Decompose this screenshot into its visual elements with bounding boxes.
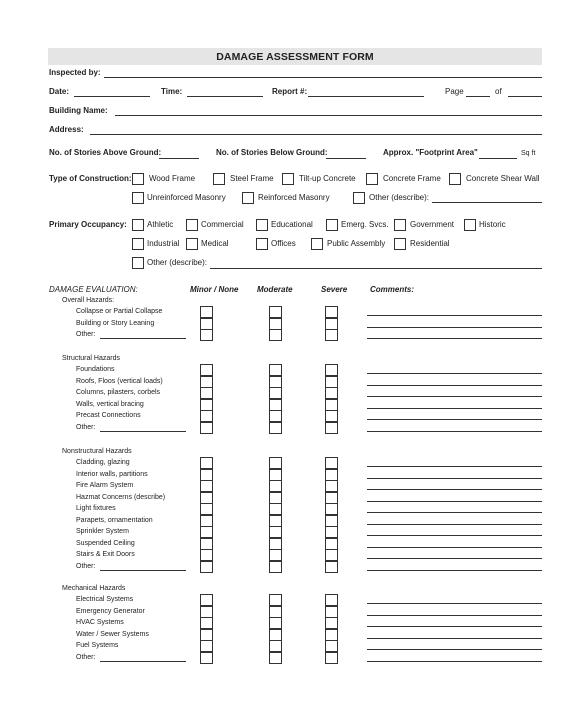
hazard-item-label: Foundations [76,366,115,373]
option-educational: Educational [271,220,313,229]
hazard-item-label: HVAC Systems [76,619,124,626]
report-label: Report #: [272,87,308,96]
checkbox-residential[interactable] [394,238,406,250]
checkbox-severe[interactable] [325,306,338,318]
checkbox-minor[interactable] [200,617,213,629]
checkbox-moderate[interactable] [269,549,282,561]
option-historic: Historic [479,220,506,229]
comment-field[interactable] [367,512,542,513]
comment-field[interactable] [367,558,542,559]
hazard-item-label: Other: [76,423,96,431]
checkbox-athletic[interactable] [132,219,144,231]
checkbox-severe[interactable] [325,457,338,469]
occupancy-other-field[interactable] [210,268,542,269]
checkbox-steel-frame[interactable] [213,173,225,185]
option-commercial: Commercial [201,220,244,229]
comment-field[interactable] [367,489,542,490]
checkbox-severe[interactable] [325,399,338,411]
checkbox-minor[interactable] [200,594,213,606]
checkbox-minor[interactable] [200,410,213,422]
checkbox-moderate[interactable] [269,387,282,399]
checkbox-offices[interactable] [256,238,268,250]
comment-field[interactable] [367,535,542,536]
stories-below-field[interactable] [326,158,366,159]
checkbox-severe[interactable] [325,640,338,652]
other-hazard-field[interactable] [100,570,186,571]
page-total-field[interactable] [508,96,542,97]
option-public-assembly: Public Assembly [327,239,386,248]
checkbox-severe[interactable] [325,318,338,330]
checkbox-moderate[interactable] [269,526,282,538]
checkbox-minor[interactable] [200,469,213,481]
checkbox-historic[interactable] [464,219,476,231]
hazard-item-label: Roofs, Floos (vertical loads) [76,377,163,385]
checkbox-government[interactable] [394,219,406,231]
hazard-item-label: Fuel Systems [76,642,119,649]
checkbox-severe[interactable] [325,492,338,504]
checkbox-severe[interactable] [325,480,338,492]
checkbox-moderate[interactable] [269,594,282,606]
checkbox-minor[interactable] [200,492,213,504]
column-minor: Minor / None [190,285,239,294]
checkbox-emerg-svcs[interactable] [326,219,338,231]
checkbox-moderate[interactable] [269,318,282,330]
checkbox-concrete-shear-wall[interactable] [449,173,461,185]
checkbox-minor[interactable] [200,503,213,515]
checkbox-moderate[interactable] [269,561,282,573]
checkbox-medical[interactable] [186,238,198,250]
checkbox-minor[interactable] [200,515,213,527]
hazard-item-label: Suspended Ceiling [76,539,135,547]
hazard-item-label: Columns, pilasters, corbels [76,389,161,396]
comment-field[interactable] [367,638,542,639]
form-title: DAMAGE ASSESSMENT FORM [216,51,374,63]
time-label: Time: [161,87,183,96]
comment-field[interactable] [367,615,542,616]
comment-field[interactable] [367,501,542,502]
checkbox-moderate[interactable] [269,503,282,515]
option-occupancy-other: Other (describe): [147,258,208,267]
building-name-label: Building Name: [49,106,108,115]
hazard-item-label: Water / Sewer Systems [76,630,149,638]
option-wood-frame: Wood Frame [149,174,196,183]
stories-above-field[interactable] [159,158,199,159]
option-emerg-svcs: Emerg. Svcs. [341,220,389,229]
hazard-item-label: Precast Connections [76,412,141,419]
checkbox-moderate[interactable] [269,469,282,481]
comment-field[interactable] [367,570,542,571]
checkbox-reinforced-masonry[interactable] [242,192,254,204]
page-field[interactable] [466,96,490,97]
option-government: Government [410,220,455,229]
hazard-item-label: Other: [76,331,96,338]
checkbox-severe[interactable] [325,422,338,434]
column-moderate: Moderate [257,285,293,294]
comment-field[interactable] [367,603,542,604]
title-bar [48,48,542,65]
checkbox-minor[interactable] [200,457,213,469]
comment-field[interactable] [367,466,542,467]
comment-field[interactable] [367,626,542,627]
checkbox-construction-other[interactable] [353,192,365,204]
other-hazard-field[interactable] [100,431,186,432]
comment-field[interactable] [367,431,542,432]
checkbox-moderate[interactable] [269,652,282,664]
stories-above-label: No. of Stories Above Ground: [49,148,162,157]
checkbox-severe[interactable] [325,606,338,618]
option-residential: Residential [410,239,450,248]
checkbox-minor[interactable] [200,480,213,492]
comment-field[interactable] [367,338,542,339]
sqft-label: Sq ft [521,150,536,157]
comment-field[interactable] [367,385,542,386]
checkbox-unreinforced-masonry[interactable] [132,192,144,204]
inspected-by-field[interactable] [104,77,542,78]
checkbox-educational[interactable] [256,219,268,231]
comment-field[interactable] [367,327,542,328]
checkbox-moderate[interactable] [269,422,282,434]
group-title: Structural Hazards [62,355,120,362]
checkbox-wood-frame[interactable] [132,173,144,185]
hazard-item-label: Cladding, glazing [76,459,130,466]
comment-field[interactable] [367,408,542,409]
option-medical: Medical [201,239,229,248]
checkbox-minor[interactable] [200,538,213,550]
checkbox-moderate[interactable] [269,515,282,527]
checkbox-severe[interactable] [325,561,338,573]
option-concrete-frame: Concrete Frame [383,174,441,183]
checkbox-severe[interactable] [325,594,338,606]
date-field[interactable] [74,96,150,97]
report-field[interactable] [308,96,424,97]
checkbox-minor[interactable] [200,640,213,652]
hazard-item-label: Sprinkler System [76,528,129,535]
construction-other-field[interactable] [432,202,542,203]
checkbox-minor[interactable] [200,422,213,434]
hazard-item-label: Light fixtures [76,505,116,512]
hazard-item-label: Walls, vertical bracing [76,400,144,408]
checkbox-moderate[interactable] [269,410,282,422]
comment-field[interactable] [367,396,542,397]
checkbox-severe[interactable] [325,617,338,629]
checkbox-moderate[interactable] [269,399,282,411]
checkbox-minor[interactable] [200,561,213,573]
hazard-item-label: Parapets, ornamentation [76,516,153,524]
other-hazard-field[interactable] [100,338,186,339]
comment-field[interactable] [367,547,542,548]
checkbox-severe[interactable] [325,526,338,538]
checkbox-severe[interactable] [325,387,338,399]
stories-below-label: No. of Stories Below Ground: [216,148,328,157]
footprint-field[interactable] [479,158,517,159]
checkbox-minor[interactable] [200,376,213,388]
hazard-item-label: Collapse or Partial Collapse [76,308,163,315]
checkbox-moderate[interactable] [269,364,282,376]
option-tilt-up-concrete: Tilt-up Concrete [299,174,356,183]
checkbox-concrete-frame[interactable] [366,173,378,185]
option-reinforced-masonry: Reinforced Masonry [258,193,330,202]
checkbox-severe[interactable] [325,410,338,422]
column-severe: Severe [321,285,348,294]
checkbox-severe[interactable] [325,515,338,527]
checkbox-severe[interactable] [325,538,338,550]
checkbox-moderate[interactable] [269,306,282,318]
comment-field[interactable] [367,478,542,479]
time-field[interactable] [187,96,263,97]
footprint-label: Approx. "Footprint Area" [383,148,478,157]
building-name-field[interactable] [115,115,542,116]
option-unreinforced-masonry: Unreinforced Masonry [147,193,226,202]
checkbox-minor[interactable] [200,306,213,318]
occupancy-label: Primary Occupancy: [49,220,127,229]
group-title: Nonstructural Hazards [62,448,132,455]
comment-field[interactable] [367,649,542,650]
checkbox-moderate[interactable] [269,480,282,492]
checkbox-moderate[interactable] [269,492,282,504]
hazard-item-label: Emergency Generator [76,607,145,615]
column-comments: Comments: [370,285,415,294]
hazard-item-label: Other: [76,653,96,661]
address-label: Address: [49,125,84,134]
checkbox-industrial[interactable] [132,238,144,250]
page-label: Page [445,87,464,96]
checkbox-minor[interactable] [200,364,213,376]
construction-label: Type of Construction: [49,174,132,183]
checkbox-occupancy-other[interactable] [132,257,144,269]
checkbox-minor[interactable] [200,318,213,330]
checkbox-severe[interactable] [325,503,338,515]
checkbox-severe[interactable] [325,329,338,341]
option-offices: Offices [271,239,296,248]
checkbox-severe[interactable] [325,364,338,376]
comment-field[interactable] [367,315,542,316]
other-hazard-field[interactable] [100,661,186,662]
checkbox-minor[interactable] [200,652,213,664]
option-construction-other: Other (describe): [369,193,430,202]
option-athletic: Athletic [147,220,174,229]
comment-field[interactable] [367,661,542,662]
checkbox-moderate[interactable] [269,329,282,341]
checkbox-minor[interactable] [200,329,213,341]
checkbox-severe[interactable] [325,469,338,481]
option-industrial: Industrial [147,239,180,248]
checkbox-moderate[interactable] [269,457,282,469]
group-title: Mechanical Hazards [62,585,126,592]
checkbox-minor[interactable] [200,526,213,538]
checkbox-minor[interactable] [200,387,213,399]
option-steel-frame: Steel Frame [230,174,274,183]
checkbox-moderate[interactable] [269,606,282,618]
of-label: of [495,87,502,96]
address-field[interactable] [90,134,542,135]
checkbox-moderate[interactable] [269,538,282,550]
checkbox-minor[interactable] [200,549,213,561]
inspected-by-label: Inspected by: [49,68,101,77]
checkbox-severe[interactable] [325,549,338,561]
checkbox-severe[interactable] [325,376,338,388]
checkbox-commercial[interactable] [186,219,198,231]
checkbox-severe[interactable] [325,652,338,664]
evaluation-header: DAMAGE EVALUATION: [49,285,138,294]
hazard-item-label: Interior walls, partitions [76,470,148,478]
hazard-item-label: Electrical Systems [76,596,134,603]
checkbox-minor[interactable] [200,399,213,411]
checkbox-public-assembly[interactable] [311,238,323,250]
comment-field[interactable] [367,373,542,374]
date-label: Date: [49,87,70,96]
hazard-item-label: Stairs & Exit Doors [76,551,135,558]
group-title: Overall Hazards: [62,297,115,304]
hazard-item-label: Hazmat Concerns (describe) [76,493,166,501]
hazard-item-label: Other: [76,562,96,570]
checkbox-severe[interactable] [325,629,338,641]
checkbox-moderate[interactable] [269,376,282,388]
hazard-item-label: Fire Alarm System [76,482,134,489]
checkbox-minor[interactable] [200,629,213,641]
checkbox-tilt-up-concrete[interactable] [282,173,294,185]
comment-field[interactable] [367,524,542,525]
checkbox-moderate[interactable] [269,640,282,652]
hazard-item-label: Building or Story Leaning [76,319,155,327]
comment-field[interactable] [367,419,542,420]
checkbox-moderate[interactable] [269,617,282,629]
checkbox-minor[interactable] [200,606,213,618]
checkbox-moderate[interactable] [269,629,282,641]
option-concrete-shear-wall: Concrete Shear Wall [466,174,540,183]
